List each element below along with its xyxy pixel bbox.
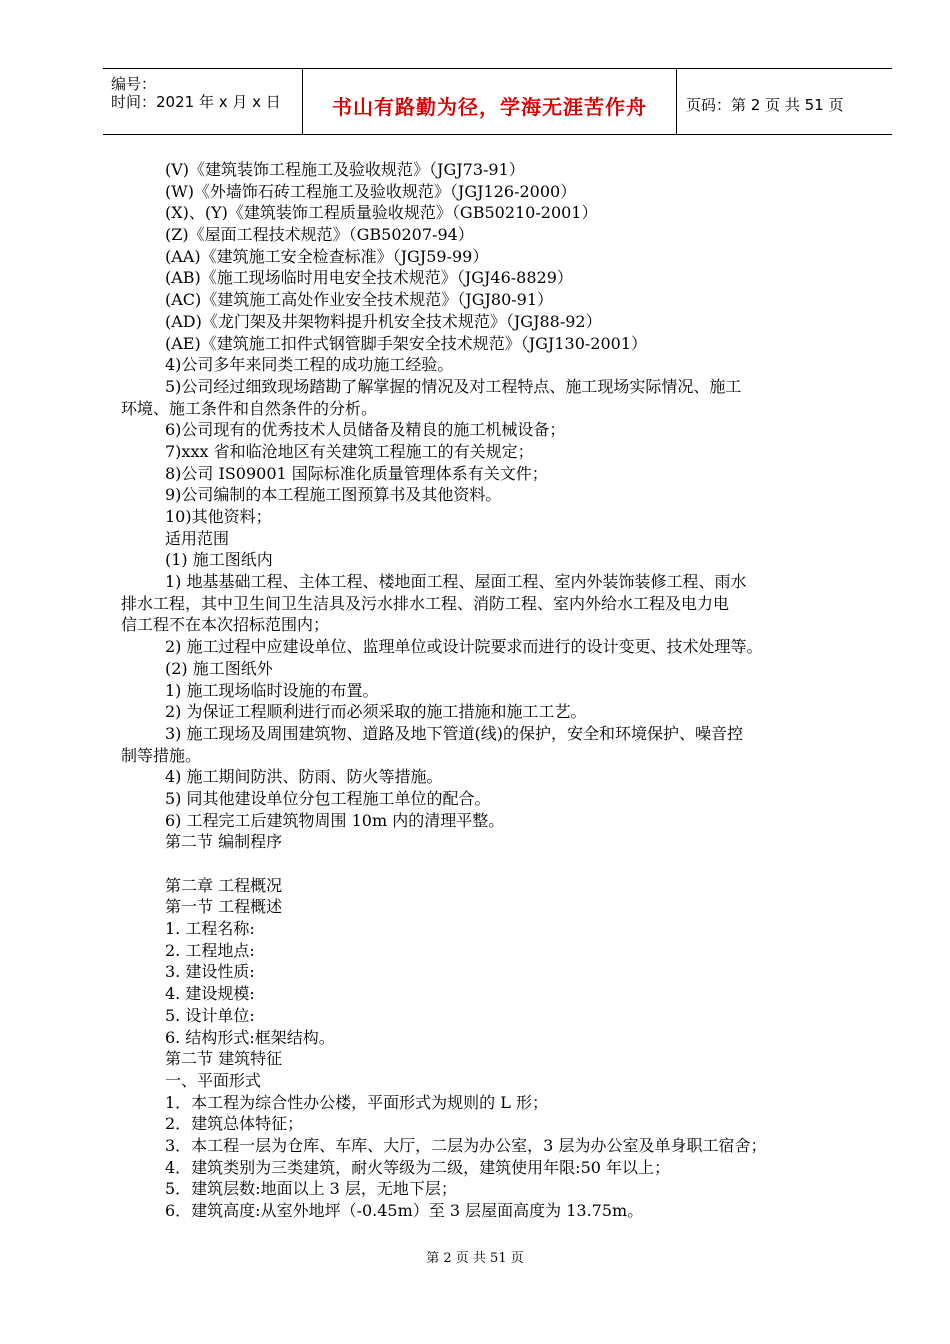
- body-line: (1) 施工图纸内: [165, 550, 273, 570]
- body-line: 第一节 工程概述: [165, 897, 283, 917]
- date-label: 时间：2021 年 x 月 x 日: [111, 93, 281, 111]
- body-line: 4) 施工期间防洪、防雨、防火等措施。: [165, 767, 443, 787]
- body-line: 适用范围: [165, 528, 230, 548]
- page-header: [103, 68, 892, 135]
- body-line: 4. 建设规模:: [165, 984, 255, 1004]
- body-line: 排水工程，其中卫生间卫生洁具及污水排水工程、消防工程、室内外给水工程及电力电: [121, 593, 730, 613]
- footer-page-number: 第 2 页 共 51 页: [426, 1251, 524, 1266]
- body-line: 2．建筑总体特征；: [165, 1114, 304, 1134]
- body-line: 2) 施工过程中应建设单位、监理单位或设计院要求而进行的设计变更、技术处理等。: [165, 637, 763, 657]
- document-body: [121, 159, 885, 1222]
- header-page-cell: [677, 69, 892, 134]
- body-line: (AB)《施工现场临时用电安全技术规范》（JGJ46-8829）: [165, 268, 573, 288]
- body-line: (X)、(Y)《建筑装饰工程质量验收规范》（GB50210-2001）: [165, 203, 598, 223]
- body-line: 5) 同其他建设单位分包工程施工单位的配合。: [165, 788, 491, 808]
- blank-line: [165, 853, 885, 875]
- body-line: 一、平面形式: [165, 1070, 262, 1090]
- body-line: (Z)《屋面工程技术规范》（GB50207-94）: [165, 225, 474, 245]
- body-line: 第二节 编制程序: [165, 832, 283, 852]
- body-line: 5．建筑层数:地面以上 3 层，无地下层；: [165, 1179, 457, 1199]
- body-line: 3. 建设性质:: [165, 962, 255, 982]
- body-line: 10)其他资料；: [165, 507, 272, 526]
- body-line: 信工程不在本次招标范围内；: [121, 615, 330, 635]
- page-footer: [0, 1247, 950, 1266]
- body-line: 6)公司现有的优秀技术人员储备及精良的施工机械设备；: [165, 420, 566, 440]
- body-line: (W)《外墙饰石砖工程施工及验收规范》（JGJ126-2000）: [165, 181, 577, 201]
- body-line: (V)《建筑装饰工程施工及验收规范》（JGJ73-91）: [165, 160, 525, 179]
- body-line: 5)公司经过细致现场踏勘了解掌握的情况及对工程特点、施工现场实际情况、施工: [165, 376, 742, 396]
- motto-text: 书山有路勤为径，学海无涯苦作舟: [332, 95, 647, 119]
- body-line: 环境、施工条件和自然条件的分析。: [121, 398, 378, 418]
- body-line: 8)公司 IS09001 国际标准化质量管理体系有关文件；: [165, 463, 548, 483]
- body-line: 4．建筑类别为三类建筑，耐火等级为二级，建筑使用年限:50 年以上；: [165, 1157, 671, 1177]
- body-line: 7)xxx 省和临沧地区有关建筑工程施工的有关规定；: [165, 441, 534, 461]
- body-line: 6．建筑高度:从室外地坪（-0.45m）至 3 层屋面高度为 13.75m。: [165, 1201, 644, 1220]
- body-line: (2) 施工图纸外: [165, 658, 273, 678]
- body-line: 6) 工程完工后建筑物周围 10m 内的清理平整。: [165, 810, 505, 830]
- body-line: 6. 结构形式:框架结构。: [165, 1027, 335, 1047]
- body-line: 3) 施工现场及周围建筑物、道路及地下管道(线)的保护，安全和环境保护、噪音控: [165, 723, 743, 743]
- body-line: 1) 施工现场临时设施的布置。: [165, 680, 379, 700]
- body-line: 9)公司编制的本工程施工图预算书及其他资料。: [165, 485, 502, 505]
- body-line: 4)公司多年来同类工程的成功施工经验。: [165, 355, 454, 375]
- body-line: (AE)《建筑施工扣件式钢管脚手架安全技术规范》（JGJ130-2001）: [165, 333, 647, 353]
- body-line: 5. 设计单位:: [165, 1005, 255, 1025]
- body-line: 1. 工程名称:: [165, 919, 255, 939]
- body-line: 第二章 工程概况: [165, 875, 283, 895]
- body-line: 第二节 建筑特征: [165, 1049, 283, 1069]
- body-line: 3．本工程一层为仓库、车库、大厅，二层为办公室，3 层为办公室及单身职工宿舍；: [165, 1135, 767, 1155]
- body-line: (AC)《建筑施工高处作业安全技术规范》（JGJ80-91）: [165, 290, 554, 310]
- body-line: 制等措施。: [121, 745, 202, 765]
- page-info: 页码：第 2 页 共 51 页: [686, 96, 844, 114]
- header-motto-cell: [303, 69, 677, 134]
- header-meta-cell: [103, 69, 303, 134]
- body-line: 1．本工程为综合性办公楼，平面形式为规则的 L 形；: [165, 1092, 548, 1112]
- body-line: 1) 地基基础工程、主体工程、楼地面工程、屋面工程、室内外装饰装修工程、雨水: [165, 572, 747, 592]
- number-label: 编号：: [111, 75, 157, 93]
- body-line: 2) 为保证工程顺利进行而必须采取的施工措施和施工工艺。: [165, 702, 587, 722]
- body-line: (AD)《龙门架及井架物料提升机安全技术规范》（JGJ88-92）: [165, 311, 602, 331]
- body-line: 2. 工程地点:: [165, 940, 255, 960]
- body-line: (AA)《建筑施工安全检查标准》（JGJ59-99）: [165, 246, 489, 266]
